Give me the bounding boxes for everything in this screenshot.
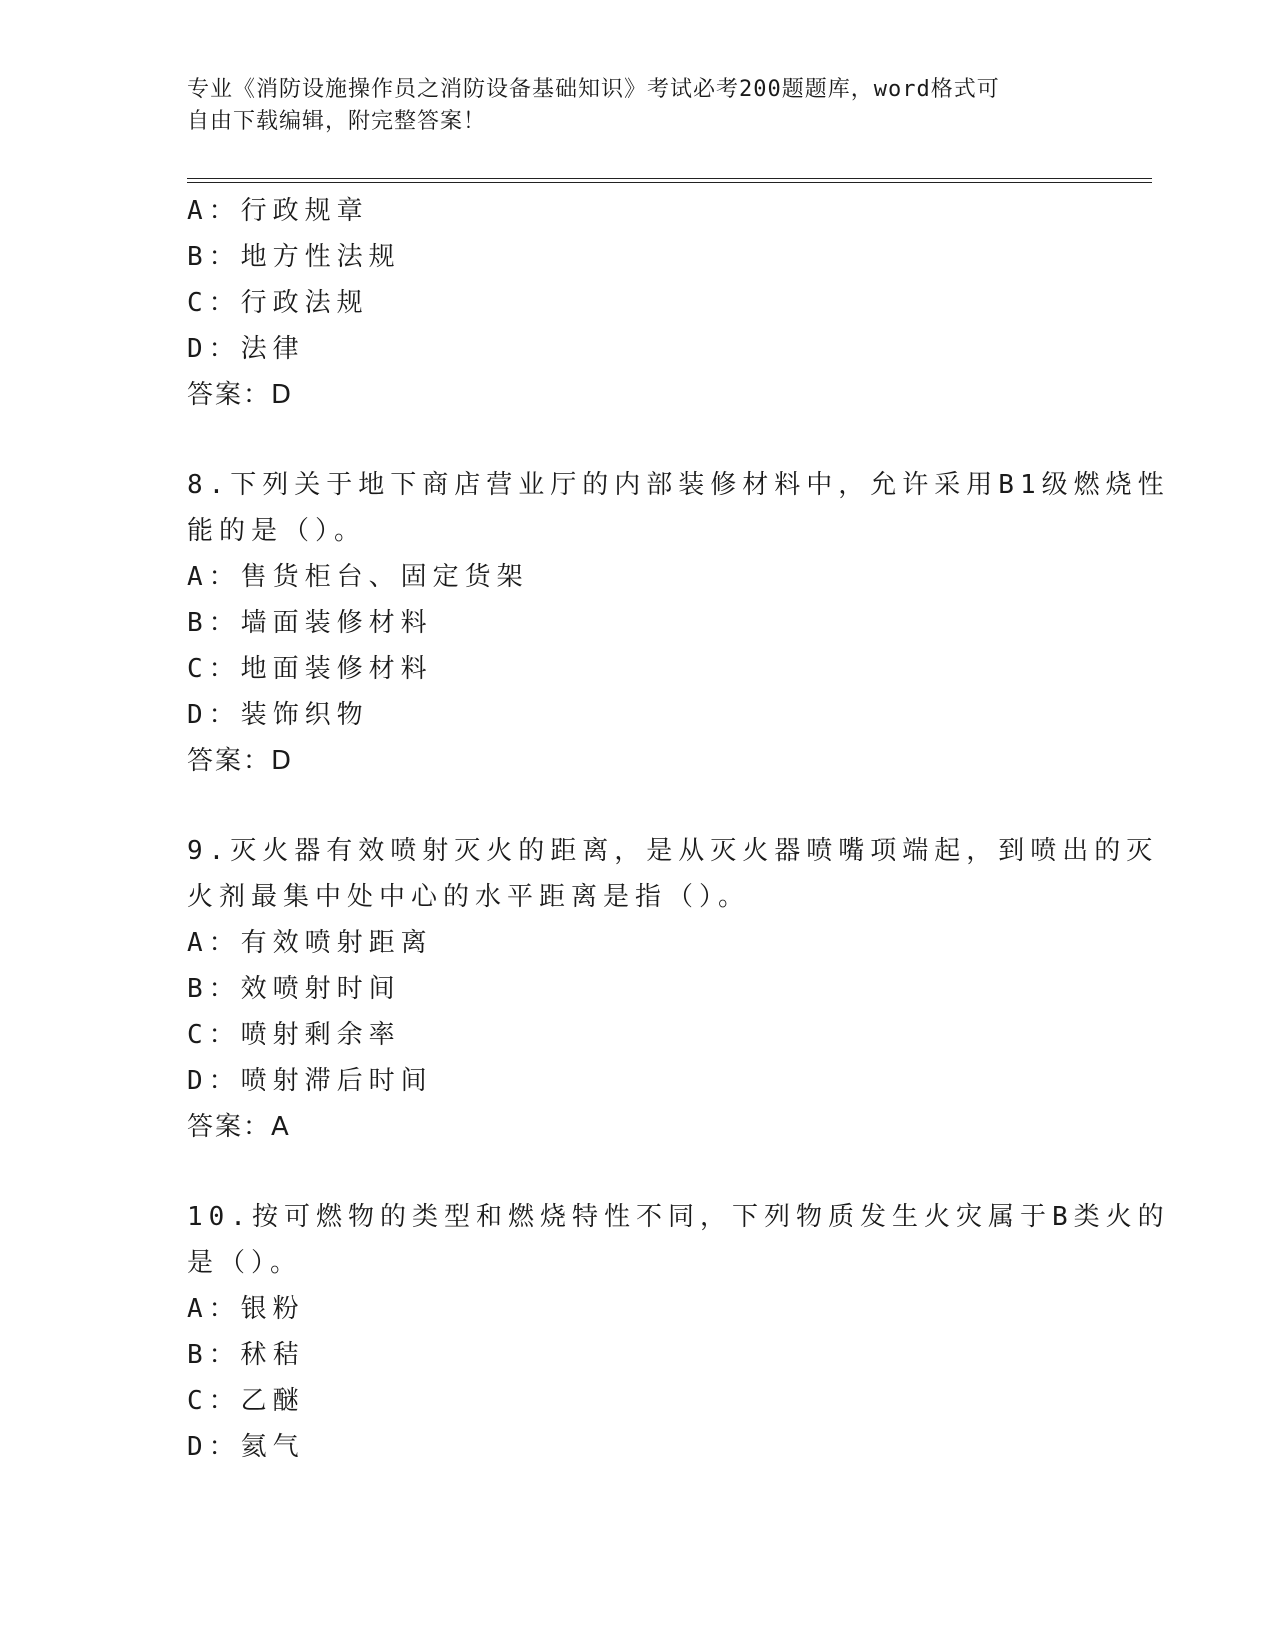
- q9-option-b: B：效喷射时间: [187, 974, 401, 1004]
- q9-question-line-2: 火剂最集中处中心的水平距离是指（）。: [187, 882, 751, 912]
- q7-option-b: B：地方性法规: [187, 242, 401, 272]
- q9-option-a: A：有效喷射距离: [187, 928, 433, 958]
- q10-option-b: B：秫秸: [187, 1340, 305, 1370]
- q10-option-a: A：银粉: [187, 1294, 305, 1324]
- header-line-2: 自由下载编辑，附完整答案！: [187, 109, 487, 134]
- question-10-block: [187, 1194, 1170, 1470]
- q9-answer: 答案：A: [187, 1112, 291, 1142]
- q10-option-d: D：氦气: [187, 1432, 305, 1462]
- q9-option-d: D：喷射滞后时间: [187, 1066, 433, 1096]
- q8-option-c: C：地面装修材料: [187, 654, 433, 684]
- question-8-block: [187, 462, 1170, 784]
- q8-option-d: D：装饰织物: [187, 700, 369, 730]
- q7-option-d: D：法律: [187, 334, 305, 364]
- q8-option-b: B：墙面装修材料: [187, 608, 433, 638]
- q7-option-a: A：行政规章: [187, 196, 369, 226]
- q7-option-c: C：行政法规: [187, 288, 369, 318]
- question-7-block: [187, 188, 1087, 418]
- q8-answer: 答案：D: [187, 746, 294, 776]
- q10-question-line-1: 10.按可燃物的类型和燃烧特性不同，下列物质发生火灾属于B类火的: [187, 1202, 1170, 1232]
- q7-answer: 答案：D: [187, 380, 294, 410]
- document-body: [187, 188, 1170, 1470]
- q10-question-line-2: 是（）。: [187, 1248, 303, 1278]
- q10-option-c: C：乙醚: [187, 1386, 305, 1416]
- q9-option-c: C：喷射剩余率: [187, 1020, 401, 1050]
- q9-question-line-1: 9.灭火器有效喷射灭火的距离，是从灭火器喷嘴项端起，到喷出的灭: [187, 836, 1159, 866]
- question-9-block: [187, 828, 1159, 1150]
- q8-option-a: A：售货柜台、固定货架: [187, 562, 529, 592]
- document-header: [187, 74, 1067, 138]
- header-line-1: 专业《消防设施操作员之消防设备基础知识》考试必考200题题库，word格式可: [187, 77, 1000, 102]
- q8-question-line-2: 能的是（）。: [187, 516, 367, 546]
- spacer: [187, 784, 1087, 828]
- spacer: [187, 1150, 1087, 1194]
- header-divider: [187, 178, 1152, 183]
- q8-question-line-1: 8.下列关于地下商店营业厅的内部装修材料中，允许采用B1级燃烧性: [187, 470, 1170, 500]
- spacer: [187, 418, 1087, 462]
